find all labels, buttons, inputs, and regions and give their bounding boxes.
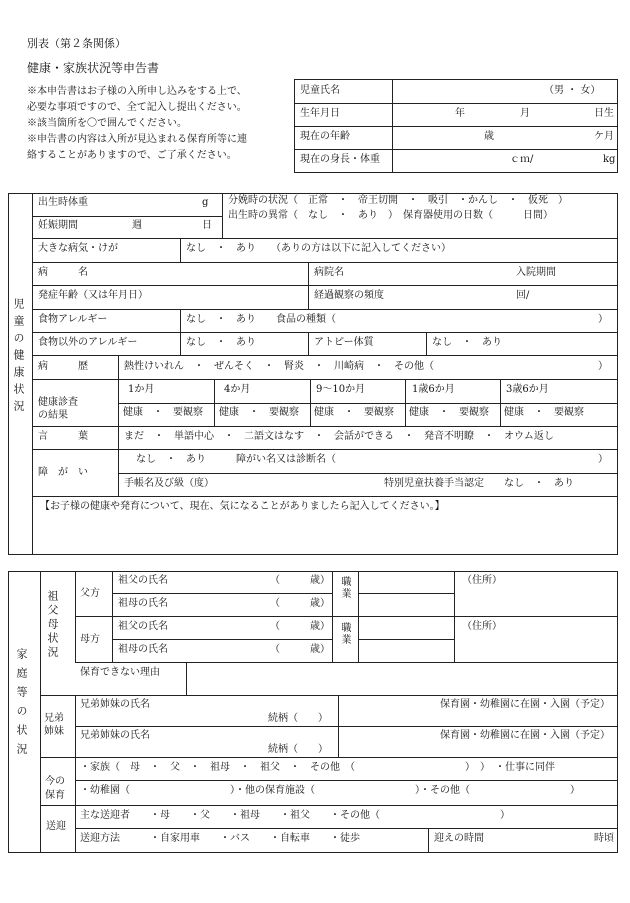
checkup-result-5[interactable]: 健康 ・ 要観察 [504, 407, 584, 418]
health-section-label: 児童の健康状況 [12, 298, 25, 417]
other-allergy-option[interactable]: なし ・ あり [186, 337, 256, 348]
major-illness-label: 大きな病気・けが [38, 243, 118, 254]
age-label: 現在の年齢 [300, 131, 350, 142]
food-allergy-option[interactable]: なし ・ あり 食品の種類（ [186, 314, 336, 325]
other-allergy-label: 食物以外のアレルギー [38, 337, 138, 348]
pickup-time-label: 迎えの時間 [434, 833, 484, 844]
paternal-address-label: （住所） [462, 575, 502, 586]
paternal-grandmother-label: 祖母の氏名 [118, 598, 168, 609]
hospital-period-label: 入院期間 [516, 267, 556, 278]
delivery-status[interactable]: 分娩時の状況（ 正常 ・ 帝王切開 ・ 吸引 ・かんし ・ 仮死 ） [228, 195, 568, 206]
birth-abnormality[interactable]: 出生時の異常（ なし ・ あり ） 保育器使用の日数（ 日間） [228, 210, 553, 221]
months-unit: ケ月 [594, 131, 614, 142]
checkup-label: 健康診査 の結果 [38, 397, 78, 421]
food-allergy-label: 食物アレルギー [38, 314, 108, 325]
maternal-label: 母方 [80, 634, 100, 645]
height-weight-label: 現在の身長・体重 [300, 154, 380, 165]
disability-option[interactable]: なし ・ あり 障がい名又は診断名（ [136, 454, 336, 465]
handbook-label: 手帳名及び級（度） [124, 478, 214, 489]
checkup-result-2[interactable]: 健康 ・ 要観察 [219, 407, 299, 418]
grandparents-label: 祖父母状況 [46, 590, 59, 660]
sibling-2-name-label: 兄弟姉妹の氏名 [80, 730, 150, 741]
notes [27, 84, 247, 164]
gestation-label: 妊娠期間 [38, 220, 78, 231]
gram-unit: g [202, 197, 209, 208]
health-concern-field[interactable] [33, 516, 617, 554]
health-concern-label: 【お子様の健康や発育について、現在、気になることがありましたら記入してください。】 [40, 501, 445, 512]
form-title: 健康・家族状況等申告書 [27, 61, 160, 75]
month-unit: 月 [520, 108, 530, 119]
note-2: 必要な事項ですので、全て記入し提出ください。 [27, 102, 247, 113]
atopy-option[interactable]: なし ・ あり [432, 337, 502, 348]
no-care-reason-field[interactable] [187, 663, 617, 694]
checkup-col-4: 1歳6か月 [412, 384, 455, 395]
cm-unit: ｃｍ/ [510, 154, 534, 165]
maternal-address-label: （住所） [462, 621, 502, 632]
onset-age-label: 発症年齢（又は年月日） [38, 290, 148, 301]
paternal-grandfather-age[interactable]: （ 歳） [270, 575, 330, 586]
paternal-label: 父方 [80, 588, 100, 599]
medical-history-label: 病 歴 [38, 361, 88, 372]
dob-label: 生年月日 [300, 108, 340, 119]
sibling-1-relation[interactable]: 続柄（ ） [268, 713, 328, 724]
days-unit: 日 [202, 220, 212, 231]
day-unit: 日生 [594, 108, 614, 119]
form-reference: 別表（第２条関係） [27, 37, 126, 50]
sex-option[interactable]: （男 ・ 女） [544, 85, 601, 96]
food-close-paren: ） [598, 314, 608, 325]
age-unit: 歳 [484, 131, 494, 142]
sibling-1-school[interactable]: 保育園・幼稚園に在園・入園（予定） [440, 699, 610, 710]
note-4: ※申告書の内容は入所が見込まれる保育所等に連 [27, 134, 247, 145]
sibling-2-relation[interactable]: 続柄（ ） [268, 744, 328, 755]
family-section-label: 家庭等の状況 [15, 648, 28, 762]
checkup-col-2: 4か月 [224, 384, 251, 395]
per-unit: 回/ [516, 290, 530, 301]
checkup-result-1[interactable]: 健康 ・ 要観察 [123, 407, 203, 418]
main-pickup-person[interactable]: 主な送迎者 ・母 ・父 ・祖母 ・祖父 ・その他（ ） [80, 810, 510, 821]
major-illness-option[interactable]: なし ・ あり （ありの方は以下に記入してください） [186, 243, 451, 254]
birth-weight-label: 出生時体重 [38, 197, 88, 208]
maternal-grandmother-age[interactable]: （ 歳） [270, 644, 330, 655]
maternal-grandfather-age[interactable]: （ 歳） [270, 621, 330, 632]
observation-frequency-label: 経過観察の頻度 [314, 290, 384, 301]
paternal-grandfather-label: 祖父の氏名 [118, 575, 168, 586]
current-care-option-1[interactable]: ・家族（ 母 ・ 父 ・ 祖母 ・ 祖父 ・ その他 （ ） ） ・仕事に同伴 [80, 762, 555, 773]
medical-history-option[interactable]: 熱性けいれん ・ ぜんそく ・ 腎炎 ・ 川崎病 ・ その他（ [124, 361, 434, 372]
note-1: ※本申告書はお子様の入所申し込みをする上で、 [27, 86, 247, 97]
pickup-method[interactable]: 送迎方法 ・自家用車 ・バス ・自転車 ・徒歩 [80, 833, 360, 844]
sibling-1-name-label: 兄弟姉妹の氏名 [80, 699, 150, 710]
maternal-job-label: 職業 [339, 622, 350, 646]
weeks-unit: 週 [132, 220, 142, 231]
disability-close-paren: ） [598, 454, 608, 465]
current-care-option-2[interactable]: ・幼稚園（ ）・他の保育施設（ ）・その他（ ） [80, 785, 580, 796]
note-5: 絡することがありますので、ご了承ください。 [27, 150, 237, 161]
sibling-2-school[interactable]: 保育園・幼稚園に在園・入園（予定） [440, 730, 610, 741]
disease-name-label: 病 名 [38, 267, 88, 278]
maternal-grandmother-label: 祖母の氏名 [118, 644, 168, 655]
paternal-grandmother-age[interactable]: （ 歳） [270, 598, 330, 609]
disability-label: 障 が い [38, 467, 88, 478]
language-label: 言 葉 [38, 431, 88, 442]
maternal-grandfather-label: 祖父の氏名 [118, 621, 168, 632]
checkup-col-1: 1か月 [128, 384, 155, 395]
history-close-paren: ） [598, 361, 608, 372]
checkup-col-3: 9～10か月 [316, 384, 366, 395]
pickup-label: 送迎 [46, 821, 66, 832]
special-allowance-option[interactable]: 特別児童扶養手当認定 なし ・ あり [384, 478, 574, 489]
year-unit: 年 [455, 108, 465, 119]
note-3: ※該当箇所を〇で囲んでください。 [27, 118, 187, 129]
checkup-result-4[interactable]: 健康 ・ 要観察 [409, 407, 489, 418]
siblings-label: 兄弟姉妹 [44, 713, 64, 737]
language-option[interactable]: まだ ・ 単語中心 ・ 二語文はなす ・ 会話ができる ・ 発音不明瞭 ・ オウム返し [124, 431, 554, 442]
child-name-label: 児童氏名 [300, 85, 340, 96]
paternal-job-label: 職業 [339, 576, 350, 600]
kg-unit: kg [603, 154, 616, 165]
pickup-time-unit: 時頃 [594, 833, 614, 844]
checkup-result-3[interactable]: 健康 ・ 要観察 [314, 407, 394, 418]
atopy-label: アトピー体質 [314, 337, 374, 348]
checkup-col-5: 3歳6か月 [506, 384, 549, 395]
hospital-label: 病院名 [314, 267, 344, 278]
no-care-reason-label: 保育できない理由 [80, 667, 160, 678]
current-care-label: 今の保育 [45, 776, 65, 801]
